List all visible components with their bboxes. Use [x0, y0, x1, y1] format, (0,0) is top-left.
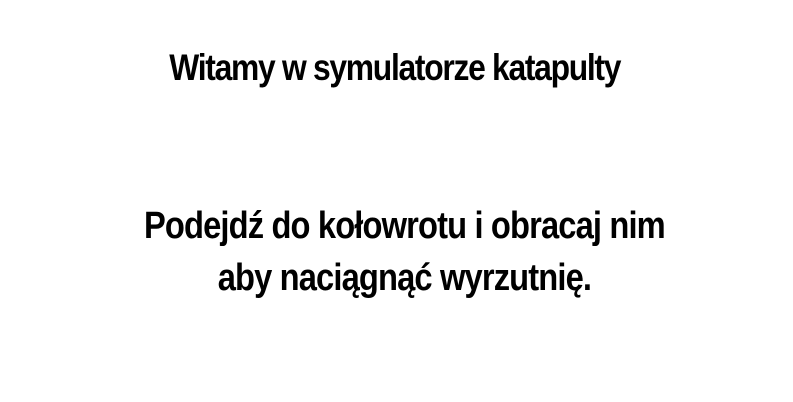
welcome-title: Witamy w symulatorze katapulty [169, 47, 621, 88]
instruction-line-2: aby naciągnąć wyrzutnię. [217, 257, 592, 299]
instruction-line-1: Podejdź do kołowrotu i obracaj nim [143, 205, 665, 247]
instruction-text [57, 200, 739, 304]
